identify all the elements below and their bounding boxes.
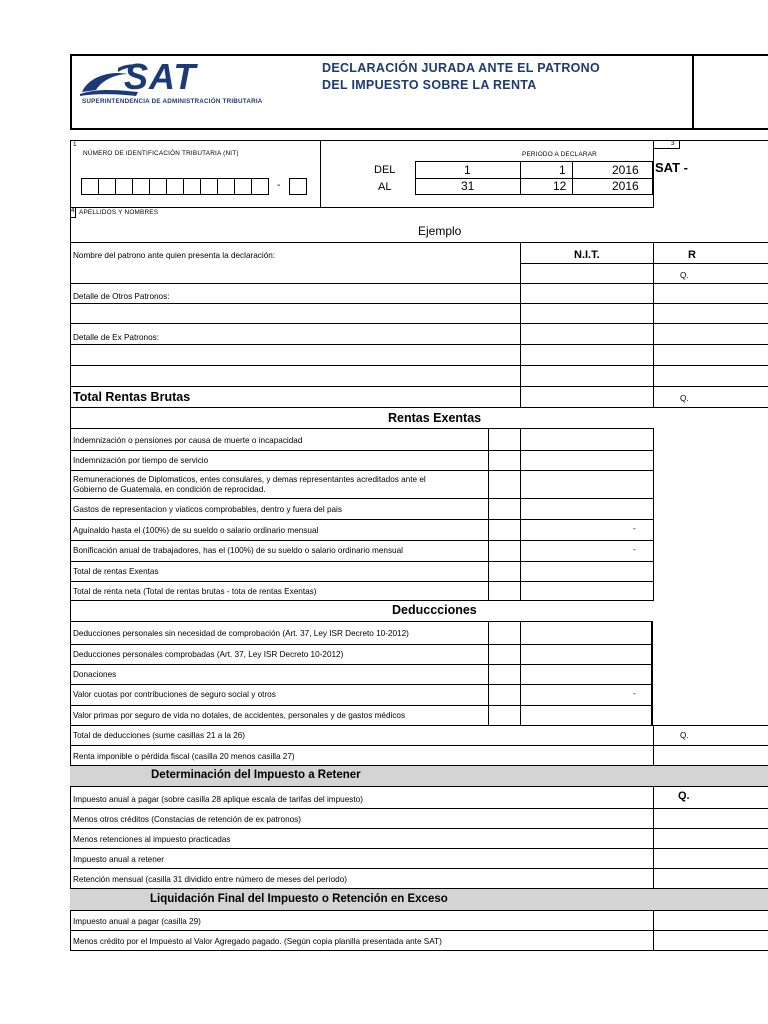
- nit-check-digit[interactable]: [289, 178, 307, 195]
- sat-logo-subtitle: SUPERINTENDENCIA DE ADMINISTRACIÓN TRIBUTARIA: [82, 98, 263, 105]
- otros-patronos-label: Detalle de Otros Patronos:: [73, 292, 170, 301]
- nit-dash: -: [277, 180, 281, 191]
- impuesto-anual-q: Q.: [678, 790, 690, 802]
- del-day[interactable]: 1: [464, 163, 471, 177]
- deducciones-row-5: Valor primas por seguro de vida no dotales, de accidentes, personales y de gastos médicos: [73, 711, 406, 720]
- determinacion-row-4: Impuesto anual a retener: [73, 855, 165, 864]
- exentas-row-5: Aguinaldo hasta el (100%) de su sueldo o salario ordinario mensual: [73, 526, 319, 535]
- deducciones-row-1: Deducciones personales sin necesidad de comprobación (Art. 37, Ley ISR Decreto 10-2012): [73, 629, 409, 638]
- liquidacion-title: Liquidación Final del Impuesto o Retención en Exceso: [150, 893, 448, 905]
- box1-number: 1: [73, 141, 77, 148]
- exentas-row-1: Indemnización o pensiones por causa de muerte o incapacidad: [73, 436, 303, 445]
- determinacion-title: Determinación del Impuesto a Retener: [151, 769, 361, 781]
- nombre-patrono-label: Nombre del patrono ante quien presenta la declaración:: [73, 251, 276, 260]
- determinacion-row-1: Impuesto anual a pagar (sobre casilla 28 aplique escala de tarifas del impuesto): [73, 795, 363, 804]
- sat-logo: [78, 56, 283, 110]
- liquidacion-row-2: Menos crédito por el Impuesto al Valor Agregado pagado. (Según copia planilla presentada ante SAT): [73, 937, 442, 946]
- patrono-amount-q: Q.: [680, 271, 689, 280]
- determinacion-row-5: Retención mensual (casilla 31 dividido entre número de meses del período): [73, 875, 347, 884]
- taxpayer-name[interactable]: Ejemplo: [418, 224, 462, 238]
- form-title-line1: DECLARACIÓN JURADA ANTE EL PATRONO: [322, 61, 601, 75]
- box4-number: 4: [71, 207, 75, 214]
- amount-column-header: R: [688, 249, 696, 261]
- al-day[interactable]: 31: [461, 179, 475, 193]
- liquidacion-row-1: Impuesto anual a pagar (casilla 29): [73, 917, 201, 926]
- total-rentas-brutas-q: Q.: [680, 394, 689, 403]
- ex-patronos-label: Detalle de Ex Patronos:: [73, 333, 160, 342]
- deducciones-row-4: Valor cuotas por contribuciones de seguro social y otros: [73, 690, 276, 699]
- form-code: SAT -: [655, 160, 688, 175]
- deducciones-row-3: Donaciones: [73, 670, 117, 679]
- rentas-exentas-title: Rentas Exentas: [388, 411, 482, 425]
- deducciones-row-2: Deducciones personales comprobadas (Art. 37, Ley ISR Decreto 10-2012): [73, 650, 344, 659]
- total-rentas-brutas-label: Total Rentas Brutas: [73, 390, 191, 404]
- determinacion-row-2: Menos otros créditos (Constacias de retención de ex patronos): [73, 815, 302, 824]
- bonificacion-value: -: [633, 545, 636, 554]
- deducciones-title: Deduccciones: [392, 603, 477, 617]
- exentas-row-7: Total de rentas Exentas: [73, 567, 159, 576]
- sat-logo-text: SAT: [124, 56, 197, 97]
- exentas-row-8: Total de renta neta (Total de rentas brutas - tota de rentas Exentas): [73, 587, 317, 596]
- form-title-line2: DEL IMPUESTO SOBRE LA RENTA: [322, 78, 537, 92]
- exentas-row-3-line2: Gobierno de Guatemala, en condición de reprocidad.: [73, 485, 266, 494]
- del-year[interactable]: 2016: [612, 163, 639, 177]
- aguinaldo-value: -: [633, 524, 636, 533]
- nit-column-header: N.I.T.: [574, 249, 600, 261]
- nit-label: NÚMERO DE IDENTIFICACIÓN TRIBUTARIA (NIT): [83, 150, 239, 157]
- periodo-label: PERIODO A DECLARAR: [522, 151, 597, 158]
- del-label: DEL: [374, 164, 396, 176]
- total-deducciones-q: Q.: [680, 731, 689, 740]
- del-month[interactable]: 1: [559, 163, 566, 177]
- exentas-row-4: Gastos de representacion y viaticos comprobables, dentro y fuera del pais: [73, 505, 342, 514]
- apellidos-label: APELLIDOS Y NOMBRES: [79, 209, 159, 216]
- determinacion-row-3: Menos retenciones al impuesto practicadas: [73, 835, 231, 844]
- al-month[interactable]: 12: [553, 179, 567, 193]
- exentas-row-6: Bonificación anual de trabajadores, has el (100%) de su sueldo o salario ordinario mensual: [73, 546, 403, 555]
- deducciones-row-7: Renta imponible o pérdida fiscal (casilla 20 menos casilla 27): [73, 752, 295, 761]
- al-year[interactable]: 2016: [612, 179, 639, 193]
- exentas-row-3: Remuneraciones de Diplomaticos, entes consulares, y demas representantes acreditados ante el: [73, 475, 426, 484]
- box3-number: 3: [671, 140, 675, 147]
- al-label: AL: [378, 181, 392, 193]
- seguro-social-value: -: [633, 689, 636, 698]
- exentas-row-2: Indemnización por tiempo de servicio: [73, 456, 209, 465]
- deducciones-row-6: Total de deducciones (sume casillas 21 a la 26): [73, 731, 246, 740]
